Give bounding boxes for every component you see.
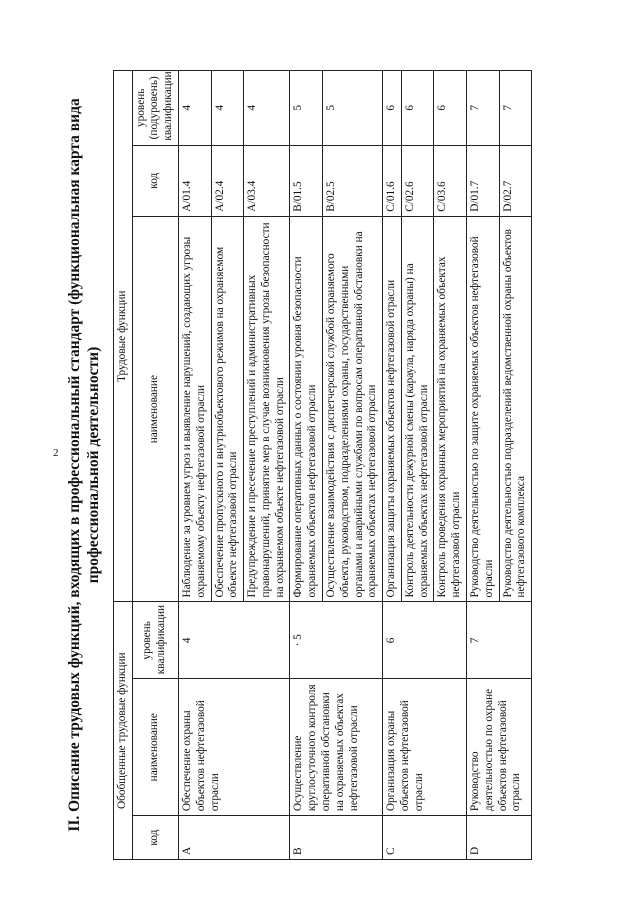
header-function-name: наименование — [132, 216, 178, 602]
group-name: Руководство деятельностью по охране объектов нефтегазовой отрасли — [467, 679, 532, 816]
function-level: 4 — [178, 71, 211, 146]
header-qual-level: уровень квалификации — [132, 602, 178, 679]
title-line-1: II. Описание трудовых функций, входящих в профессиональный стандарт (функциональная карта вида — [66, 98, 83, 832]
table-row — [383, 71, 402, 860]
function-level: 6 — [383, 71, 402, 146]
function-level: 4 — [244, 71, 290, 146]
group-code: B — [290, 816, 383, 860]
function-level: 7 — [467, 71, 500, 146]
group-code: C — [383, 816, 467, 860]
group-level: 7 — [467, 602, 532, 679]
function-code: A/02.4 — [211, 145, 244, 216]
function-code: C/01.6 — [383, 145, 402, 216]
function-level: 4 — [211, 71, 244, 146]
table-body — [178, 71, 531, 860]
function-name: Осуществление взаимодействия с диспетчерской службой охраняемого объекта, руководством, подразделениями охраны, государственными органами и аварийными службами по вопросам оперативной обстановки на охраняемых объектах нефтегазовой отрасли — [322, 216, 382, 602]
group-name: Обеспечение охраны объектов нефтегазовой отрасли — [178, 679, 289, 816]
function-code: D/01.7 — [467, 145, 500, 216]
function-level: 5 — [322, 71, 382, 146]
function-level: 7 — [499, 71, 532, 146]
group-level: · 5 — [290, 602, 383, 679]
table-row — [290, 71, 323, 860]
function-name: Формирование оперативных данных о состоянии уровня безопасности охраняемых объектов нефтегазовой отрасли — [290, 216, 323, 602]
group-level: 4 — [178, 602, 289, 679]
function-level: 5 — [290, 71, 323, 146]
function-code: B/02.5 — [322, 145, 382, 216]
function-name: Обеспечение пропускного и внутриобъектового режимов на охраняемом объекте нефтегазовой отрасли — [211, 216, 244, 602]
function-level: 6 — [401, 71, 434, 146]
group-level: 6 — [383, 602, 467, 679]
function-name: Руководство деятельностью подразделений ведомственной охраны объектов нефтегазового комплекса — [499, 216, 532, 602]
rotated-content — [66, 70, 636, 860]
table-row — [467, 71, 500, 860]
table-row — [178, 71, 211, 860]
group-name: Осуществление круглосуточного контроля оперативной обстановки на охраняемых объектах нефтегазовой отрасли — [290, 679, 383, 816]
function-name: Руководство деятельностью по защите охраняемых объектов нефтегазовой отрасли — [467, 216, 500, 602]
function-name: Контроль деятельности дежурной смены (караула, наряда охраны) на охраняемых объектах нефтегазовой отрасли — [401, 216, 434, 602]
function-name: Наблюдение за уровнем угроз и выявление нарушений, создающих угрозы охраняемому объекту нефтегазовой отрасли — [178, 216, 211, 602]
function-name: Контроль проведения охранных мероприятий на охраняемых объектах нефтегазовой отрасли — [434, 216, 467, 602]
function-code: D/02.7 — [499, 145, 532, 216]
header-name: наименование — [132, 679, 178, 816]
group-name: Организация охраны объектов нефтегазовой отрасли — [383, 679, 467, 816]
function-name: Предупреждение и пресечение преступлений и административных правонарушений, принятие мер в случае возникновения угрозы безопасности на охраняемом объекте нефтегазовой отрасли — [244, 216, 290, 602]
header-labor: Трудовые функции — [113, 71, 132, 603]
function-code: C/03.6 — [434, 145, 467, 216]
group-code: A — [178, 816, 289, 860]
section-title — [66, 70, 104, 860]
function-code: B/01.5 — [290, 145, 323, 216]
header-code: код — [132, 816, 178, 860]
title-line-2: профессиональной деятельности) — [84, 346, 102, 584]
group-code: D — [467, 816, 532, 860]
page-number: 2 — [53, 447, 59, 459]
function-name: Организация защиты охраняемых объектов нефтегазовой отрасли — [383, 216, 402, 602]
function-level: 6 — [434, 71, 467, 146]
function-code: C/02.6 — [401, 145, 434, 216]
header-sublevel: уровень (подуровень) квалификации — [132, 71, 178, 146]
header-generalized: Обобщенные трудовые функции — [113, 602, 132, 860]
function-code: A/03.4 — [244, 145, 290, 216]
function-code: A/01.4 — [178, 145, 211, 216]
header-function-code: код — [132, 145, 178, 216]
functions-table — [113, 70, 532, 860]
